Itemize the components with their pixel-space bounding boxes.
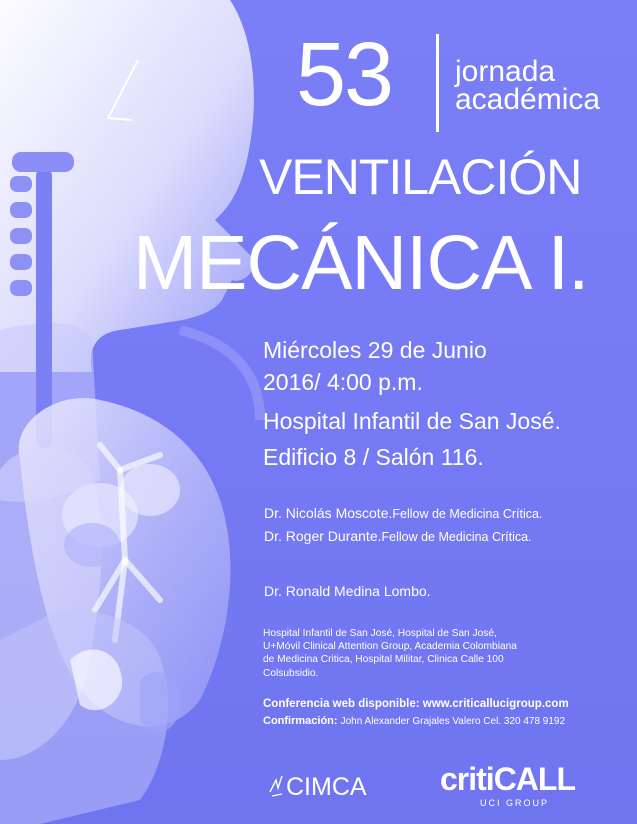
event-room: Edificio 8 / Salón 116. (263, 444, 484, 470)
web-label: Conferencia web disponible: (263, 698, 420, 710)
speaker-name: Dr. Nicolás Moscote. (264, 505, 393, 521)
speaker-3 (264, 583, 431, 599)
event-time: 2016/ 4:00 p.m. (263, 369, 423, 395)
organizers-line: Colsubsidio. (263, 667, 319, 679)
cimca-logo-text: CIMCA (286, 773, 367, 800)
criticall-logo-subtext: UCI GROUP (480, 798, 550, 808)
confirmation-value: John Alexander Grajales Valero Cel. 320 478 9192 (340, 716, 566, 727)
event-label-line2: académica (455, 83, 601, 116)
event-date: Miércoles 29 de Junio (263, 337, 487, 363)
criticall-logo (440, 758, 590, 812)
organizers-line: U+Móvil Clinical Attention Group, Academia Colombiana (263, 641, 517, 653)
event-label-line1: jornada (455, 55, 556, 88)
title-line1: VENTILACIÓN (259, 149, 582, 205)
organizers-list (263, 627, 603, 680)
speaker-name: Dr. Ronald Medina Lombo. (264, 583, 431, 599)
speaker-2 (264, 528, 532, 545)
confirmation-label: Confirmación: (263, 715, 338, 727)
speaker-1 (264, 505, 542, 522)
event-number: 53 (296, 25, 393, 125)
confirmation (263, 714, 565, 729)
organizers-line: de Medicina Critica, Hospital Militar, Clinica Calle 100 (263, 654, 504, 666)
speaker-role: Fellow de Medicina Crítica. (392, 507, 543, 521)
speaker-role: Fellow de Medicina Crítica. (381, 530, 532, 544)
cimca-logo (268, 770, 388, 800)
web-url[interactable]: www.criticallucigroup.com (422, 698, 569, 710)
title-line2: MECÁNICA I. (133, 220, 589, 306)
web-conference (263, 697, 569, 711)
criticall-logo-text: critiCALL (440, 761, 575, 797)
speaker-name: Dr. Roger Durante. (264, 528, 382, 544)
event-venue: Hospital Infantil de San José. (263, 408, 561, 434)
organizers-line: Hospital Infantil de San José, Hospital de San José, (263, 628, 497, 639)
header-divider (436, 34, 439, 132)
